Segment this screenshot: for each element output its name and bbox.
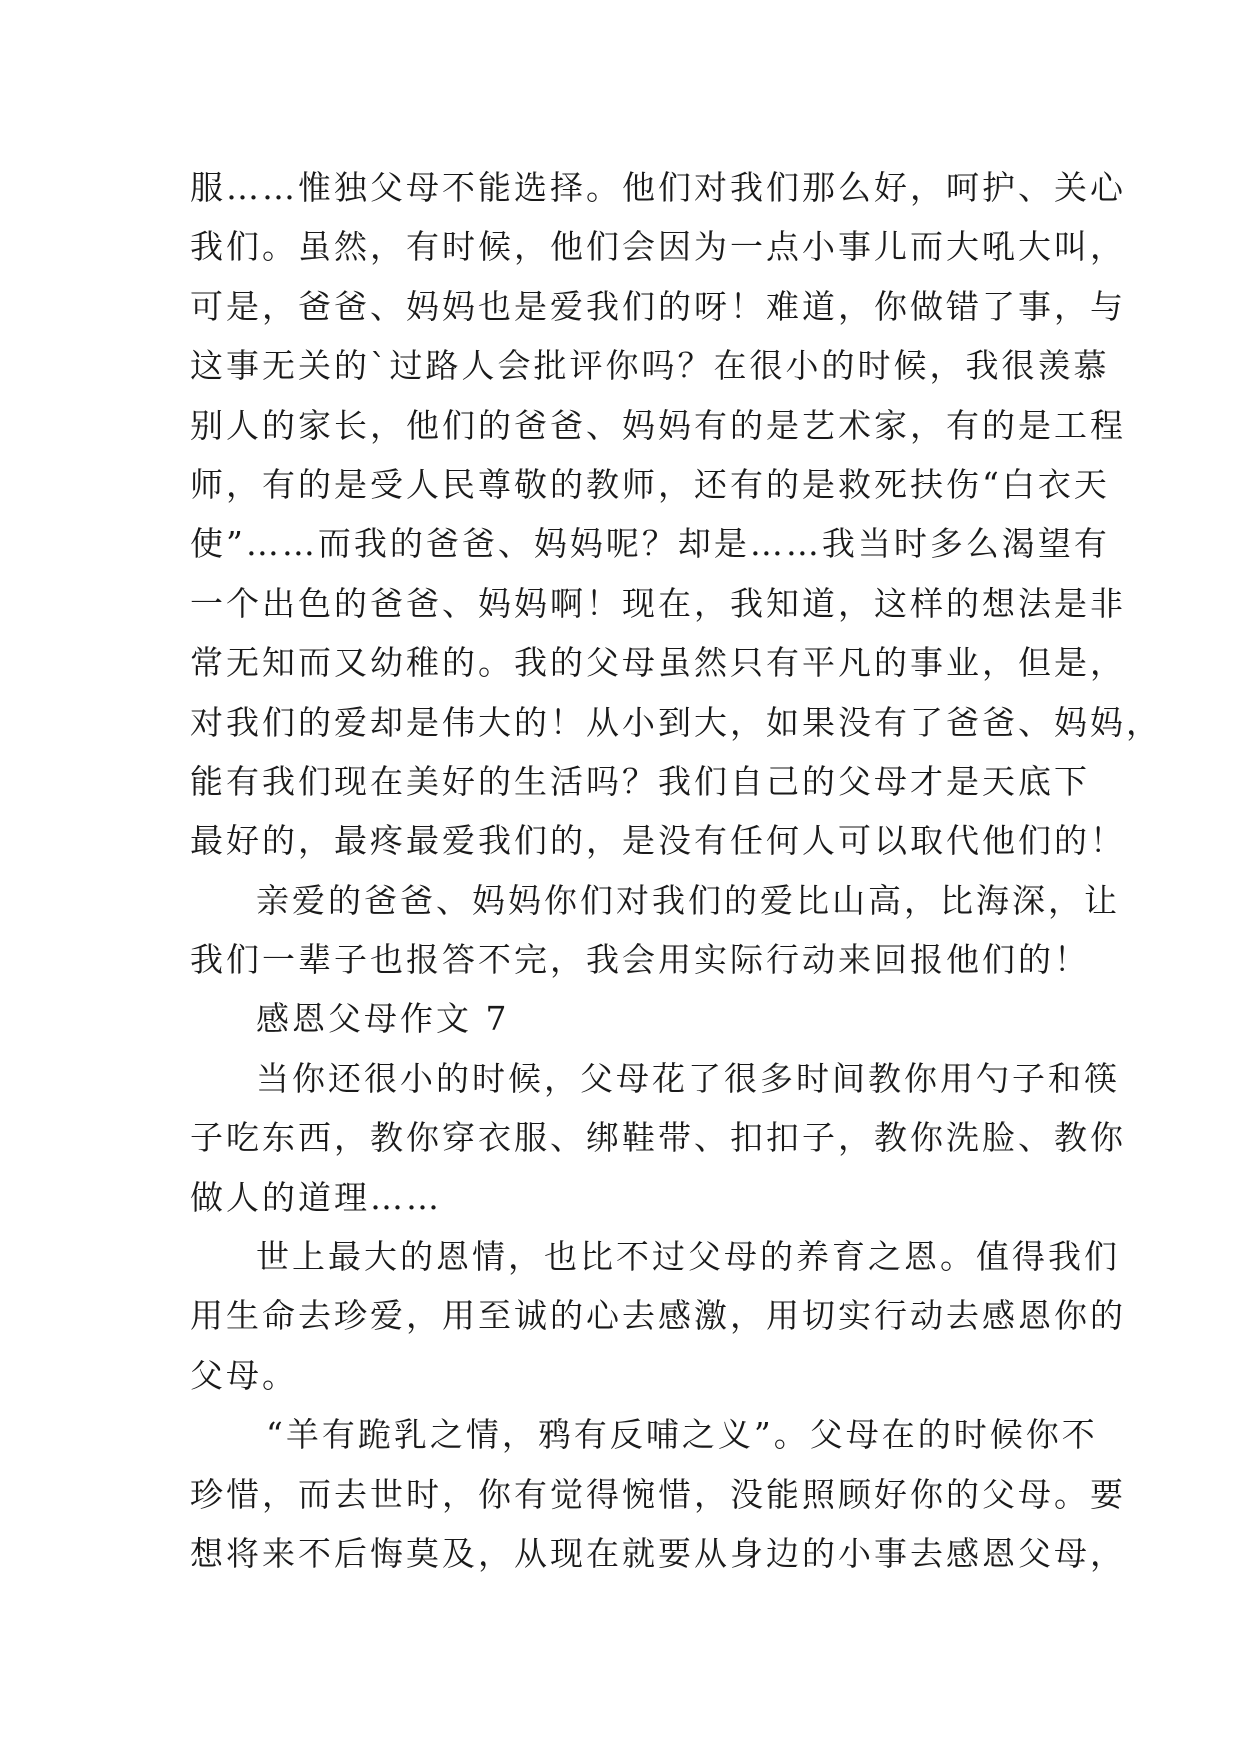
text-line: 子吃东西，教你穿衣服、绑鞋带、扣扣子，教你洗脸、教你 — [190, 1118, 1126, 1158]
text-line: 别人的家长，他们的爸爸、妈妈有的是艺术家，有的是工程 — [190, 405, 1126, 445]
paragraph-start-line: “羊有跪乳之情，鸦有反哺之义”。父母在的时候你不 — [266, 1415, 1098, 1455]
text-line: 我们。虽然，有时候，他们会因为一点小事儿而大吼大叫， — [190, 227, 1126, 267]
text-line: 能有我们现在美好的生活吗？我们自己的父母才是天底下 — [190, 761, 1090, 801]
essay-body — [190, 158, 1162, 1583]
paragraph-start-line: 世上最大的恩情，也比不过父母的养育之恩。值得我们 — [256, 1237, 1120, 1277]
text-line: 最好的，最疼最爱我们的，是没有任何人可以取代他们的！ — [190, 821, 1126, 861]
text-line: 父母。 — [190, 1355, 298, 1395]
text-line: 对我们的爱却是伟大的！从小到大，如果没有了爸爸、妈妈， — [190, 702, 1162, 742]
text-line: 想将来不后悔莫及，从现在就要从身边的小事去感恩父母， — [190, 1533, 1126, 1573]
text-line: 这事无关的`过路人会批评你吗？在很小的时候，我很羡慕 — [190, 346, 1110, 386]
text-line: 常无知而又幼稚的。我的父母虽然只有平凡的事业，但是， — [190, 643, 1126, 683]
text-line: 师，有的是受人民尊敬的教师，还有的是救死扶伤“白衣天 — [190, 464, 1110, 504]
text-line: 使”……而我的爸爸、妈妈呢？却是……我当时多么渴望有 — [190, 524, 1110, 564]
paragraph-start-line: 当你还很小的时候，父母花了很多时间教你用勺子和筷 — [256, 1058, 1120, 1098]
text-line: 一个出色的爸爸、妈妈啊！现在，我知道，这样的想法是非 — [190, 583, 1126, 623]
text-line: 珍惜，而去世时，你有觉得惋惜，没能照顾好你的父母。要 — [190, 1474, 1126, 1514]
text-line: 做人的道理…… — [190, 1177, 442, 1217]
text-line: 可是，爸爸、妈妈也是爱我们的呀！难道，你做错了事，与 — [190, 286, 1126, 326]
text-line: 用生命去珍爱，用至诚的心去感激，用切实行动去感恩你的 — [190, 1296, 1126, 1336]
paragraph-start-line: 亲爱的爸爸、妈妈你们对我们的爱比山高，比海深，让 — [256, 880, 1120, 920]
text-line: 我们一辈子也报答不完，我会用实际行动来回报他们的！ — [190, 940, 1090, 980]
section-heading: 感恩父母作文 7 — [256, 999, 510, 1039]
text-line: 服……惟独父母不能选择。他们对我们那么好，呵护、关心 — [190, 168, 1126, 207]
